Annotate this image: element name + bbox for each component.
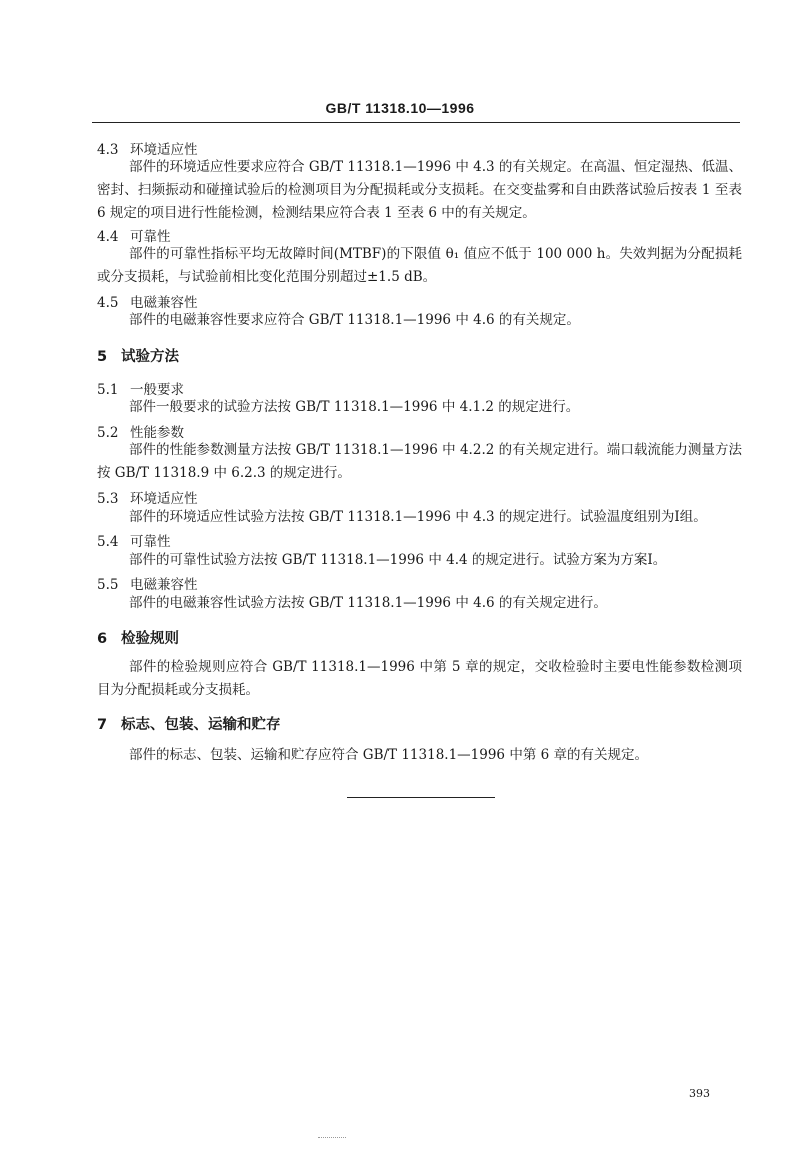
end-of-document-rule (347, 797, 495, 798)
section-number: 5.3 (97, 491, 119, 507)
section-title: 环境适应性 (130, 491, 198, 507)
chapter-heading-7 (97, 713, 281, 734)
scan-artifact (318, 1137, 346, 1138)
section-title: 可靠性 (130, 229, 171, 245)
chapter-paragraph-6: 部件的检验规则应符合 GB/T 11318.1—1996 中第 5 章的规定，交收检验时主要电性能参数检测项目为分配损耗或分支损耗。 (97, 659, 742, 698)
chapter-number: 7 (97, 717, 108, 733)
section-paragraph-5-4: 部件的可靠性试验方法按 GB/T 11318.1—1996 中 4.4 的规定进行。试验方案为方案Ⅰ。 (129, 552, 667, 568)
page-number: 393 (689, 1087, 710, 1100)
section-number: 5.2 (97, 425, 119, 441)
chapter-number: 5 (97, 349, 108, 365)
section-number: 4.4 (97, 229, 119, 245)
chapter-heading-6 (97, 627, 179, 648)
section-title: 环境适应性 (130, 142, 198, 158)
section-paragraph-5-2: 部件的性能参数测量方法按 GB/T 11318.1—1996 中 4.2.2 的有关规定进行。端口载流能力测量方法按 GB/T 11318.9 中 6.2.3 的规定进行。 (97, 442, 742, 481)
chapter-title: 试验方法 (121, 349, 179, 365)
section-heading-4-4 (97, 225, 171, 245)
section-heading-4-5 (97, 291, 198, 311)
section-title: 电磁兼容性 (130, 577, 198, 593)
section-heading-5-4 (97, 530, 171, 550)
section-paragraph-5-3: 部件的环境适应性试验方法按 GB/T 11318.1—1996 中 4.3 的规定进行。试验温度组别为Ⅰ组。 (129, 509, 707, 525)
page-header: GB/T 11318.10—1996 (325, 100, 475, 116)
section-heading-5-3 (97, 487, 198, 507)
section-number: 4.5 (97, 295, 119, 311)
section-paragraph-4-5: 部件的电磁兼容性要求应符合 GB/T 11318.1—1996 中 4.6 的有关规定。 (129, 312, 580, 328)
section-number: 5.4 (97, 534, 119, 550)
section-title: 一般要求 (130, 382, 184, 398)
section-paragraph-4-3: 部件的环境适应性要求应符合 GB/T 11318.1—1996 中 4.3 的有关规定。在高温、恒定湿热、低温、密封、扫频振动和碰撞试验后的检测项目为分配损耗或分支损耗。在交变盐雾和自由跌落试验后按表 1 至表 6 规定的项目进行性能检测，检测结果应符合表 1 至表 6 中的有关规定。 (97, 159, 742, 221)
chapter-title: 标志、包装、运输和贮存 (121, 717, 281, 733)
chapter-title: 检验规则 (121, 631, 179, 647)
section-heading-5-1 (97, 378, 184, 398)
section-number: 5.1 (97, 382, 119, 398)
section-number: 5.5 (97, 577, 119, 593)
section-heading-4-3 (97, 138, 198, 158)
section-paragraph-5-5: 部件的电磁兼容性试验方法按 GB/T 11318.1—1996 中 4.6 的有关规定进行。 (129, 595, 607, 611)
section-paragraph-4-4: 部件的可靠性指标平均无故障时间(MTBF)的下限值 θ₁ 值应不低于 100 000 h。失效判据为分配损耗或分支损耗，与试验前相比变化范围分别超过±1.5 dB。 (97, 246, 742, 285)
header-rule (92, 122, 740, 123)
section-title: 电磁兼容性 (130, 295, 198, 311)
section-title: 性能参数 (130, 425, 184, 441)
section-heading-5-2 (97, 421, 184, 441)
section-number: 4.3 (97, 142, 119, 158)
section-paragraph-5-1: 部件一般要求的试验方法按 GB/T 11318.1—1996 中 4.1.2 的规定进行。 (129, 399, 580, 415)
section-heading-5-5 (97, 573, 198, 593)
chapter-paragraph-7: 部件的标志、包装、运输和贮存应符合 GB/T 11318.1—1996 中第 6 章的有关规定。 (129, 747, 648, 763)
chapter-number: 6 (97, 631, 108, 647)
section-title: 可靠性 (130, 534, 171, 550)
chapter-heading-5 (97, 345, 179, 366)
